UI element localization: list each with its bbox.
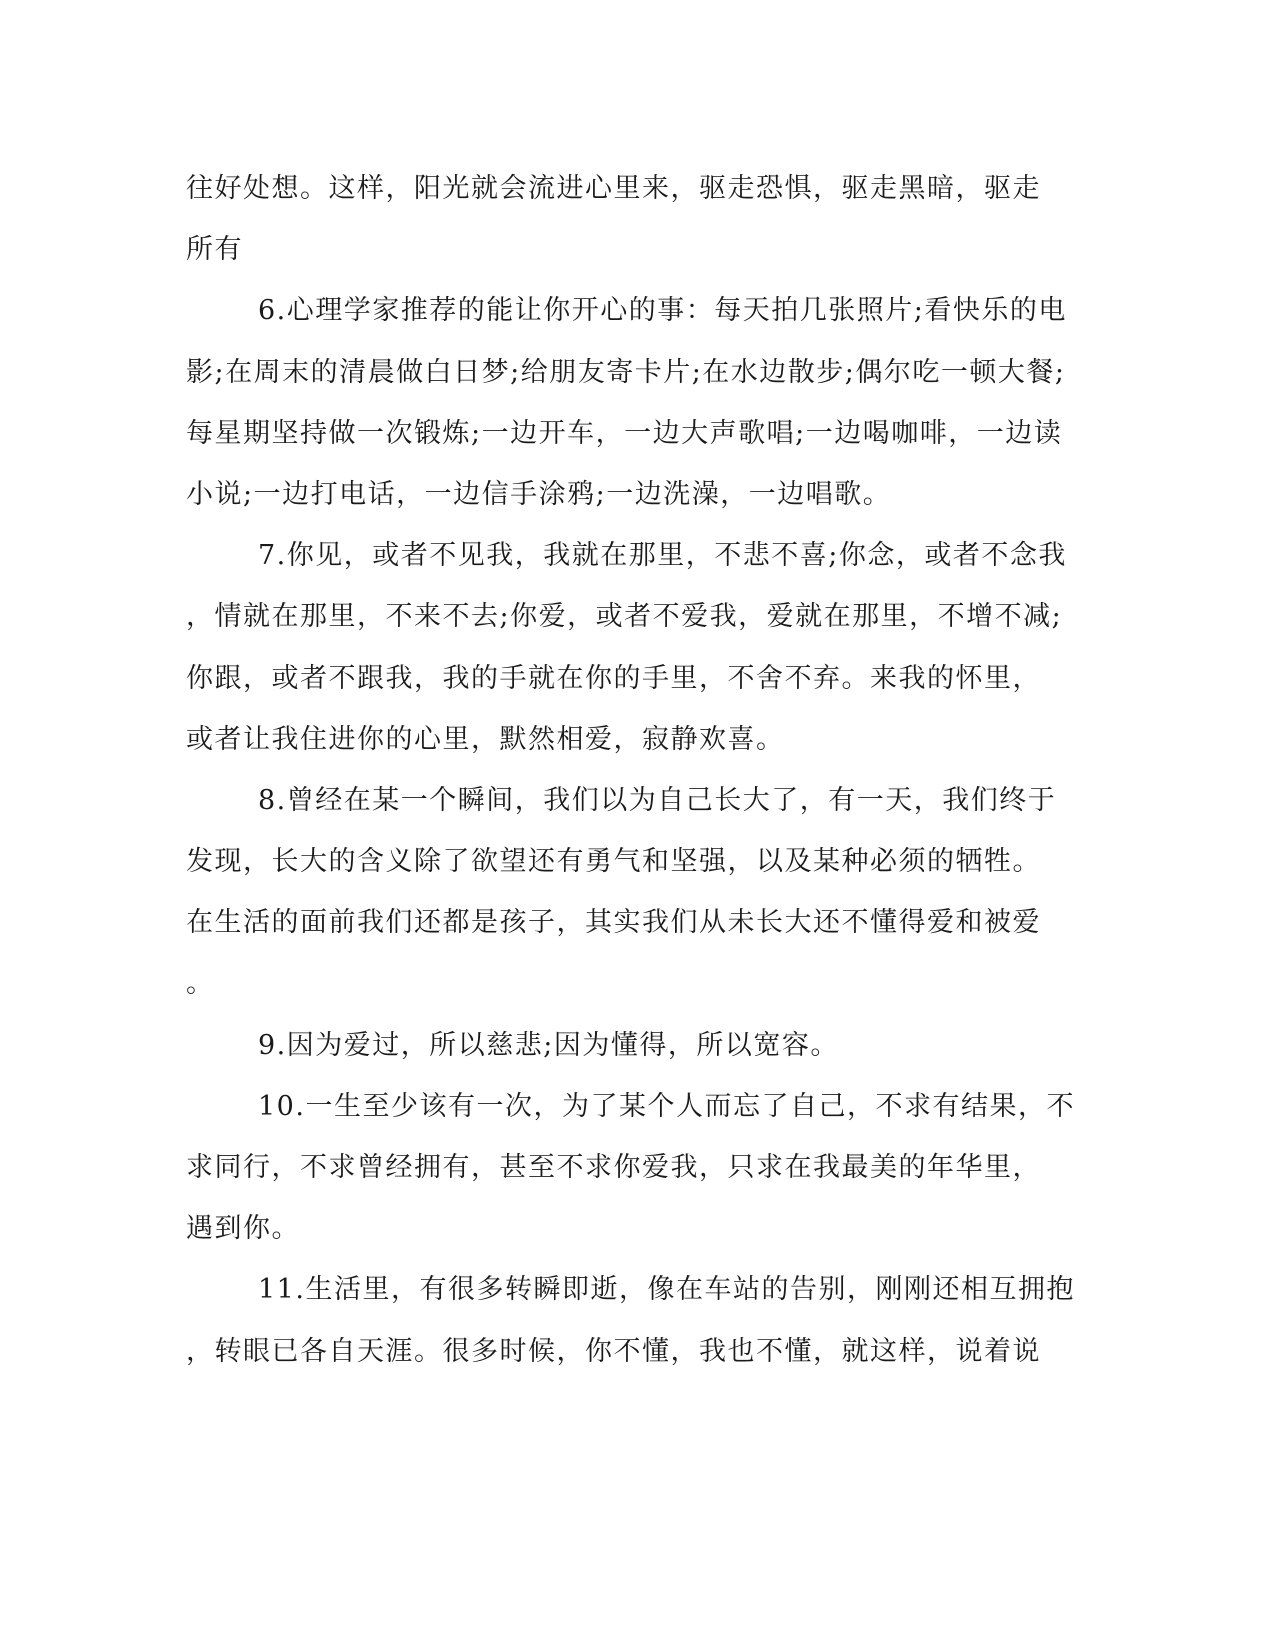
text-line: 或者让我住进你的心里，默然相爱，寂静欢喜。 [186, 723, 785, 755]
text-line: 6.心理学家推荐的能让你开心的事：每天拍几张照片;看快乐的电 [258, 295, 1067, 327]
text-line: 往好处想。这样，阳光就会流进心里来，驱走恐惧，驱走黑暗，驱走 [186, 173, 1041, 204]
text-line: 。 [186, 968, 215, 1000]
text-line: ，情就在那里，不来不去;你爱，或者不爱我，爱就在那里，不增不减; [186, 601, 1063, 633]
text-line: 8.曾经在某一个瞬间，我们以为自己长大了，有一天，我们终于 [258, 784, 1057, 816]
text-line: 每星期坚持做一次锻炼;一边开车，一边大声歌唱;一边喝咖啡，一边读 [186, 417, 1063, 449]
body-text [186, 158, 1075, 1382]
text-line: 你跟，或者不跟我，我的手就在你的手里，不舍不弃。来我的怀里， [186, 662, 1041, 694]
text-line: 发现，长大的含义除了欲望还有勇气和坚强，以及某种必须的牺牲。 [186, 846, 1041, 878]
text-line: 所有 [186, 234, 243, 266]
text-line: 7.你见，或者不见我，我就在那里，不悲不喜;你念，或者不念我 [258, 540, 1067, 572]
text-line: 在生活的面前我们还都是孩子，其实我们从未长大还不懂得爱和被爱 [186, 907, 1041, 939]
text-line: 求同行，不求曾经拥有，甚至不求你爱我，只求在我最美的年华里， [186, 1152, 1041, 1183]
text-line: 小说;一边打电话，一边信手涂鸦;一边洗澡，一边唱歌。 [186, 478, 892, 510]
text-line: 11.生活里，有很多转瞬即逝，像在车站的告别，刚刚还相互拥抱 [258, 1274, 1075, 1306]
text-line: 遇到你。 [186, 1213, 300, 1245]
text-line: 9.因为爱过，所以慈悲;因为懂得，所以宽容。 [258, 1029, 839, 1061]
text-line: ，转眼已各自天涯。很多时候，你不懂，我也不懂，就这样，说着说 [186, 1335, 1041, 1367]
text-line: 10.一生至少该有一次，为了某个人而忘了自己，不求有结果，不 [258, 1090, 1075, 1122]
text-line: 影;在周末的清晨做白日梦;给朋友寄卡片;在水边散步;偶尔吃一顿大餐; [186, 356, 1066, 388]
